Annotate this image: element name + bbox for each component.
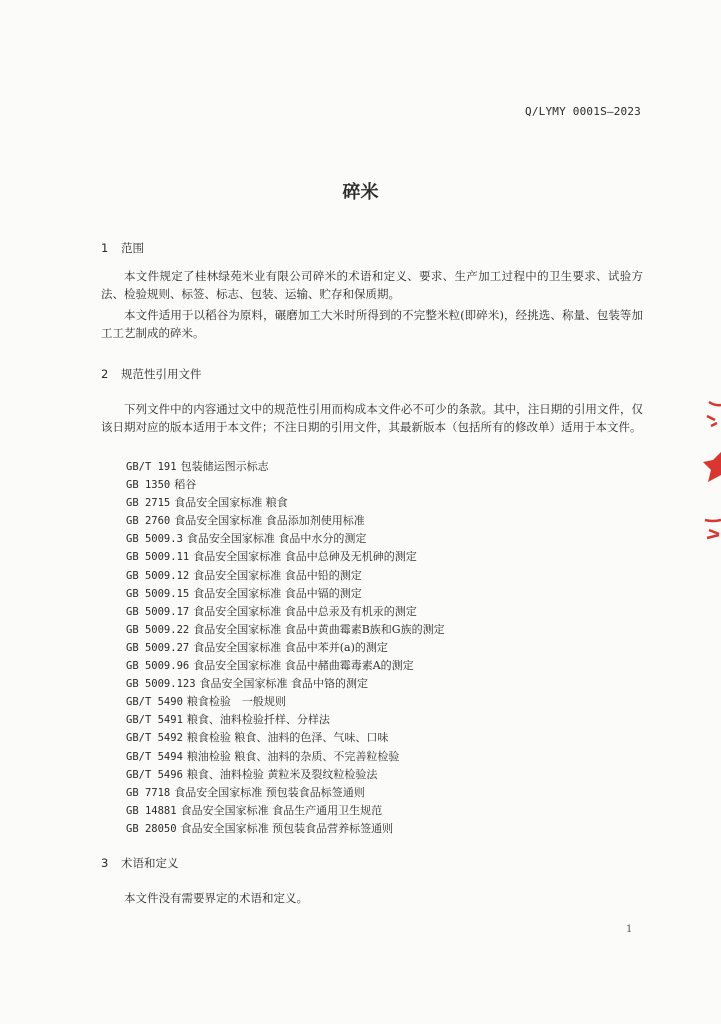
reference-item: GB 7718 食品安全国家标准 预包装食品标签通则 [126, 785, 365, 799]
reference-item: GB 14881 食品安全国家标准 食品生产通用卫生规范 [126, 803, 383, 817]
reference-item: GB 1350 稻谷 [126, 478, 197, 492]
reference-item: GB 28050 食品安全国家标准 预包装食品营养标签通则 [126, 821, 394, 835]
scope-paragraph-1: 本文件规定了桂林绿苑米业有限公司碎米的术语和定义、要求、生产加工过程中的卫生要求、试验方法、检验规则、标签、标志、包装、运输、贮存和保质期。 [101, 269, 643, 301]
section-heading-scope [101, 240, 144, 256]
reference-item: GB 5009.15 食品安全国家标准 食品中镉的测定 [126, 586, 362, 600]
reference-item: GB 5009.27 食品安全国家标准 食品中苯并(a)的测定 [126, 640, 388, 654]
document-code: Q/LYMY 0001S—2023 [525, 105, 641, 118]
reference-item: GB/T 191 包装储运图示标志 [126, 460, 269, 473]
reference-item: GB/T 5491 粮食、油料检验扦样、分样法 [126, 713, 330, 727]
section-title: 范围 [121, 241, 144, 255]
section-heading-terms [101, 855, 179, 871]
reference-item: GB 5009.3 食品安全国家标准 食品中水分的测定 [126, 532, 367, 546]
section-number: 2 [101, 367, 109, 381]
reference-item: GB/T 5494 粮油检验 粮食、油料的杂质、不完善粒检验 [126, 749, 400, 763]
reference-item: GB 2760 食品安全国家标准 食品添加剂使用标准 [126, 514, 365, 528]
scope-paragraph-2: 本文件适用于以稻谷为原料，碾磨加工大米时所得到的不完整米粒(即碎米)，经挑选、称量、包装等加工工艺制成的碎米。 [101, 308, 643, 340]
reference-item: GB 2715 食品安全国家标准 粮食 [126, 496, 288, 510]
page-title: 碎米 [342, 182, 379, 203]
reference-item: GB 5009.17 食品安全国家标准 食品中总汞及有机汞的测定 [126, 604, 417, 618]
reference-item: GB/T 5496 粮食、油料检验 黄粒米及裂纹粒检验法 [126, 767, 378, 781]
reference-item: GB 5009.22 食品安全国家标准 食品中黄曲霉素B族和G族的测定 [126, 622, 445, 636]
reference-item: GB 5009.96 食品安全国家标准 食品中赭曲霉毒素A的测定 [126, 659, 414, 673]
section-number: 3 [101, 856, 109, 870]
section-number: 1 [101, 241, 109, 255]
section-heading-references [101, 366, 202, 382]
section-title: 规范性引用文件 [121, 367, 202, 381]
company-seal-fragment [699, 400, 721, 545]
references-intro-paragraph: 下列文件中的内容通过文中的规范性引用而构成本文件必不可少的条款。其中，注日期的引用文件，仅该日期对应的版本适用于本文件；不注日期的引用文件，其最新版本（包括所有的修改单）适用于本文件。 [101, 402, 643, 434]
reference-item: GB 5009.11 食品安全国家标准 食品中总砷及无机砷的测定 [126, 550, 417, 564]
section-title: 术语和定义 [121, 856, 179, 870]
reference-item: GB 5009.12 食品安全国家标准 食品中铅的测定 [126, 568, 362, 582]
reference-item: GB 5009.123 食品安全国家标准 食品中铬的测定 [126, 677, 369, 691]
reference-item: GB/T 5490 粮食检验 一般规则 [126, 695, 286, 709]
reference-list [126, 458, 445, 838]
terms-paragraph: 本文件没有需要界定的术语和定义。 [124, 891, 308, 905]
reference-item: GB/T 5492 粮食检验 粮食、油料的色泽、气味、口味 [126, 731, 389, 745]
page-number: 1 [626, 924, 633, 935]
